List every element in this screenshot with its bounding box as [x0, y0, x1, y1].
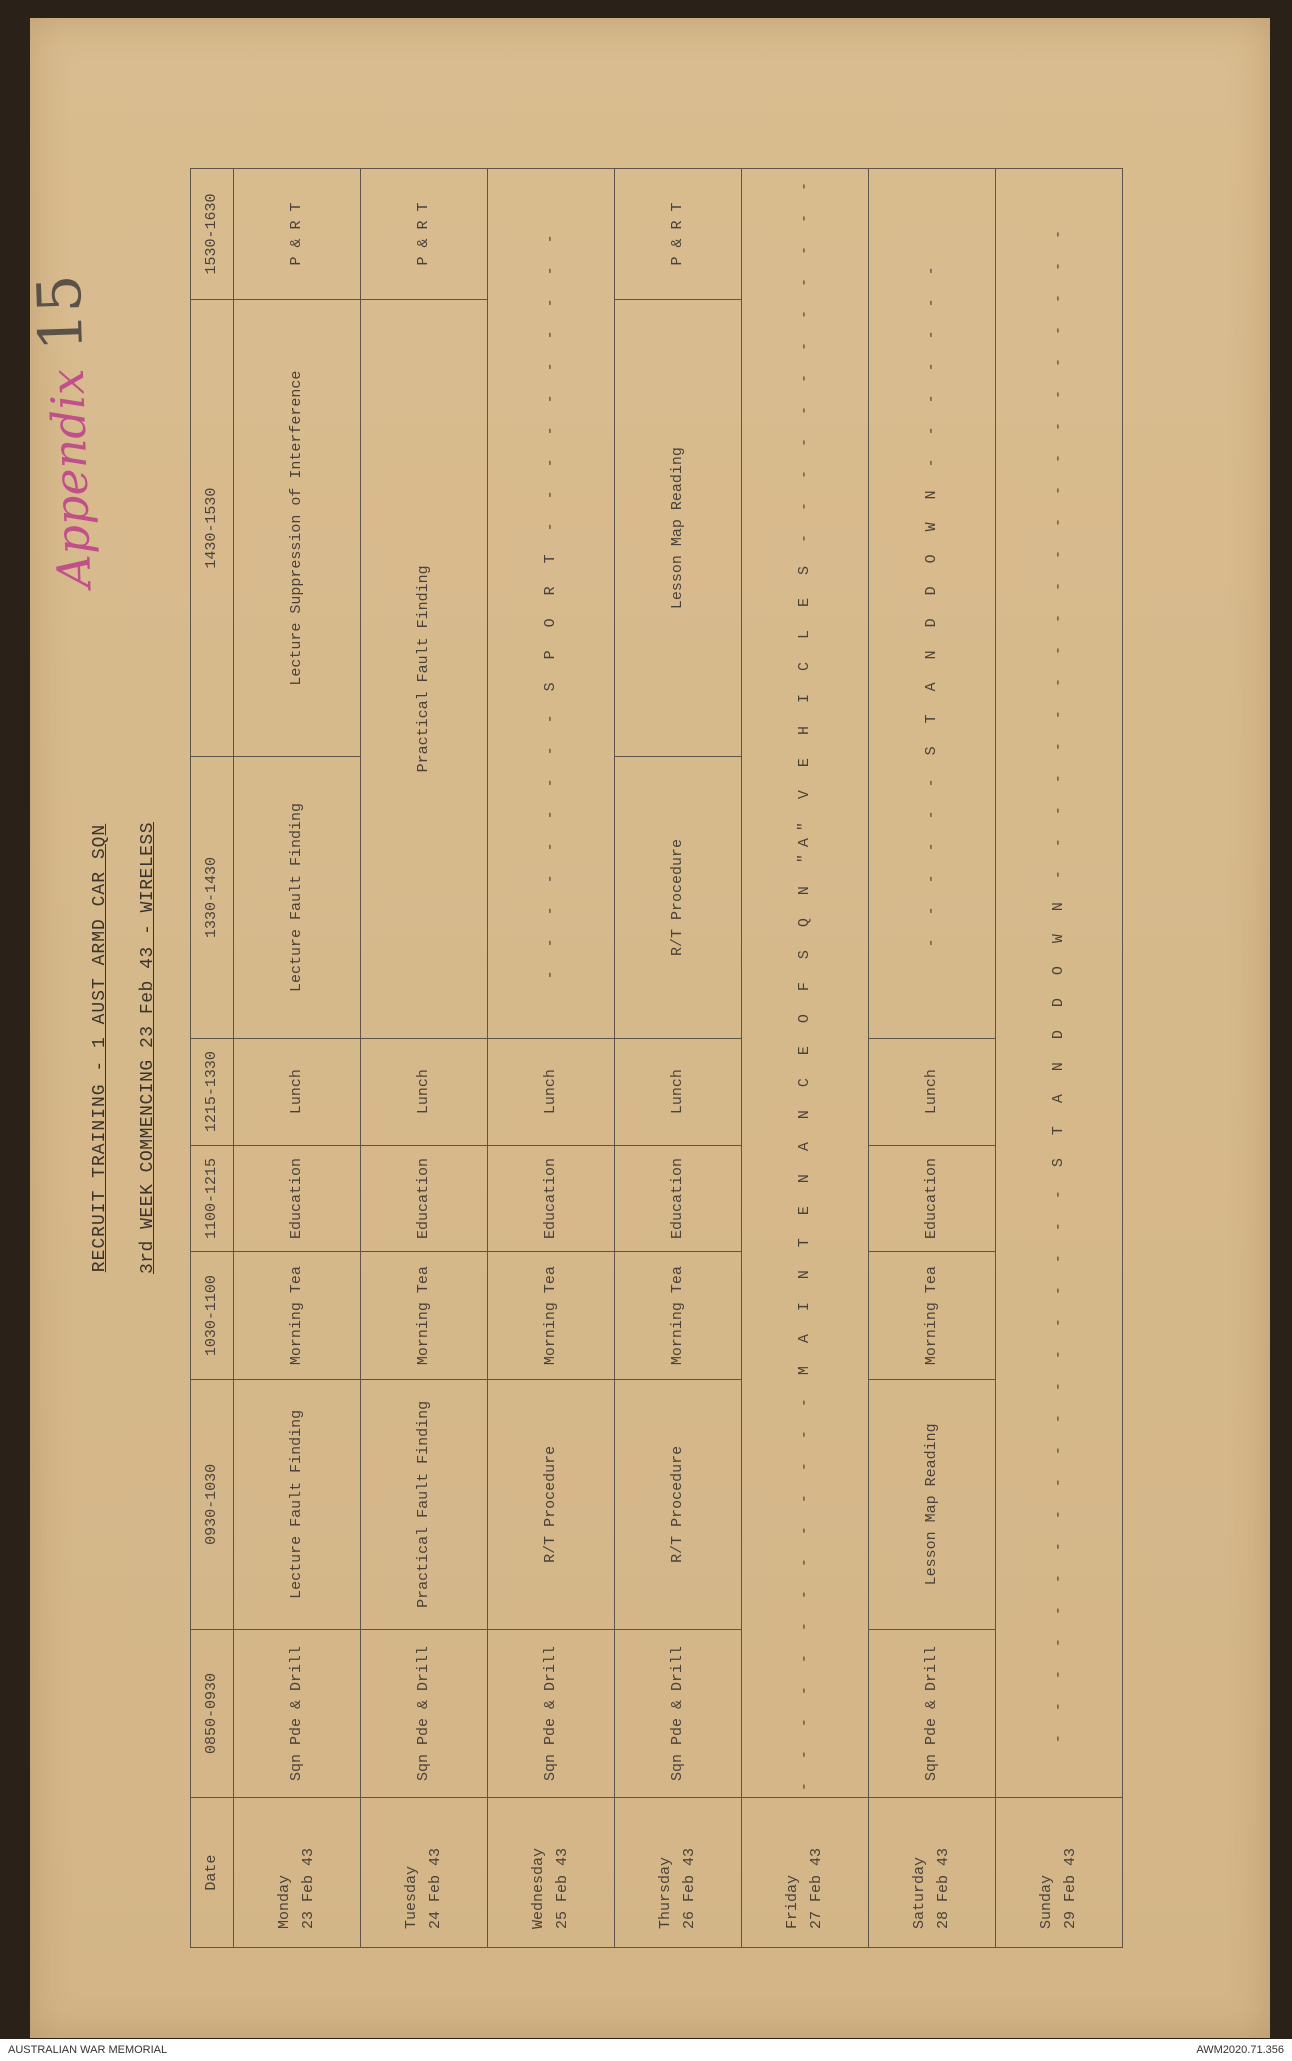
footer-credit: AUSTRALIAN WAR MEMORIAL — [8, 2044, 168, 2056]
date-label: 25 Feb 43 — [554, 1847, 571, 1929]
header-slot-6: 1330-1430 — [191, 757, 234, 1039]
table-cell: Education — [488, 1145, 615, 1252]
table-cell: Sqn Pde & Drill — [488, 1629, 615, 1797]
table-cell: Lesson Map Reading — [615, 300, 742, 757]
day-label: Wednesday — [530, 1847, 547, 1929]
date-label: 27 Feb 43 — [808, 1847, 825, 1929]
image-footer — [0, 2039, 1292, 2061]
date-cell — [234, 1798, 361, 1948]
table-cell: Morning Tea — [615, 1252, 742, 1379]
date-label: 26 Feb 43 — [681, 1847, 698, 1929]
table-cell: Lecture Suppression of Interference — [234, 300, 361, 757]
table-cell: Practical Fault Finding — [361, 300, 488, 1039]
table-row — [488, 169, 615, 1948]
table-cell: Lunch — [615, 1038, 742, 1145]
table-cell: Education — [869, 1145, 996, 1252]
title-block — [24, 118, 190, 1978]
date-label: 28 Feb 43 — [935, 1847, 952, 1929]
table-cell: Morning Tea — [234, 1252, 361, 1379]
day-label: Tuesday — [403, 1865, 420, 1929]
annotation-number: 15 — [24, 273, 98, 353]
day-label: Saturday — [911, 1856, 928, 1929]
date-cell — [615, 1798, 742, 1948]
stand-down-span-cell: - - - - - - - - - - - - - - - - - - S T A N D D O W N - - - - - - - - - - - - - - - - - - - - - — [996, 169, 1123, 1798]
document-paper — [24, 18, 1270, 2038]
table-cell: Practical Fault Finding — [361, 1379, 488, 1629]
table-row — [615, 169, 742, 1948]
date-label: 24 Feb 43 — [427, 1847, 444, 1929]
date-label: 23 Feb 43 — [300, 1847, 317, 1929]
header-slot-4: 1100-1215 — [191, 1145, 234, 1252]
table-cell: R/T Procedure — [615, 1379, 742, 1629]
table-cell: Lecture Fault Finding — [234, 1379, 361, 1629]
table-cell: Sqn Pde & Drill — [869, 1629, 996, 1797]
handwritten-annotation — [25, 273, 106, 589]
day-label: Thursday — [657, 1856, 674, 1929]
document-subtitle: 3rd WEEK COMMENCING 23 Feb 43 - WIRELESS — [138, 821, 158, 1275]
table-cell: Education — [615, 1145, 742, 1252]
annotation-signature: Appendix — [39, 367, 102, 589]
header-slot-7: 1430-1530 — [191, 300, 234, 757]
date-cell — [996, 1798, 1123, 1948]
rotated-content — [24, 118, 1230, 1978]
header-date: Date — [191, 1798, 234, 1948]
header-slot-3: 1030-1100 — [191, 1252, 234, 1379]
header-slot-2: 0930-1030 — [191, 1379, 234, 1629]
table-row — [361, 169, 488, 1948]
stand-down-span-cell: - - - - - - S T A N D D O W N - - - - - - - — [869, 169, 996, 1039]
header-slot-5: 1215-1330 — [191, 1038, 234, 1145]
table-cell: R/T Procedure — [488, 1379, 615, 1629]
header-slot-1: 0850-0930 — [191, 1629, 234, 1797]
table-cell: Sqn Pde & Drill — [234, 1629, 361, 1797]
table-cell: Lunch — [488, 1038, 615, 1145]
day-label: Monday — [276, 1874, 293, 1929]
table-cell: Sqn Pde & Drill — [615, 1629, 742, 1797]
table-cell: Lunch — [869, 1038, 996, 1145]
table-cell: Education — [361, 1145, 488, 1252]
table-cell: Education — [234, 1145, 361, 1252]
date-cell — [869, 1798, 996, 1948]
table-cell: P & R T — [361, 169, 488, 300]
sport-span-cell: - - - - - - - - - S P O R T - - - - - - - - - - — [488, 169, 615, 1039]
table-row — [742, 169, 869, 1948]
table-cell: Lunch — [361, 1038, 488, 1145]
date-cell — [361, 1798, 488, 1948]
maintenance-span-cell: - - - - - - - - - - - - - M A I N T E N A N C E O F S Q N "A" V E H I C L E S - - - - - - - - - - - - — [742, 169, 869, 1798]
table-row — [996, 169, 1123, 1948]
date-cell — [742, 1798, 869, 1948]
header-slot-8: 1530-1630 — [191, 169, 234, 300]
table-cell: Morning Tea — [488, 1252, 615, 1379]
table-row — [869, 169, 996, 1948]
table-cell: Lecture Fault Finding — [234, 757, 361, 1039]
table-cell: R/T Procedure — [615, 757, 742, 1039]
table-cell: Lesson Map Reading — [869, 1379, 996, 1629]
table-cell: Lunch — [234, 1038, 361, 1145]
table-cell: Sqn Pde & Drill — [361, 1629, 488, 1797]
footer-accession-number: AWM2020.71.356 — [1196, 2044, 1284, 2056]
header-row — [191, 169, 234, 1948]
day-label: Sunday — [1038, 1874, 1055, 1929]
date-cell — [488, 1798, 615, 1948]
date-label: 29 Feb 43 — [1062, 1847, 1079, 1929]
table-cell: P & R T — [615, 169, 742, 300]
table-cell: Morning Tea — [869, 1252, 996, 1379]
document-title: RECRUIT TRAINING - 1 AUST ARMD CAR SQN — [90, 823, 110, 1273]
schedule-table — [190, 168, 1123, 1948]
day-label: Friday — [784, 1874, 801, 1929]
table-cell: P & R T — [234, 169, 361, 300]
table-row — [234, 169, 361, 1948]
table-cell: Morning Tea — [361, 1252, 488, 1379]
